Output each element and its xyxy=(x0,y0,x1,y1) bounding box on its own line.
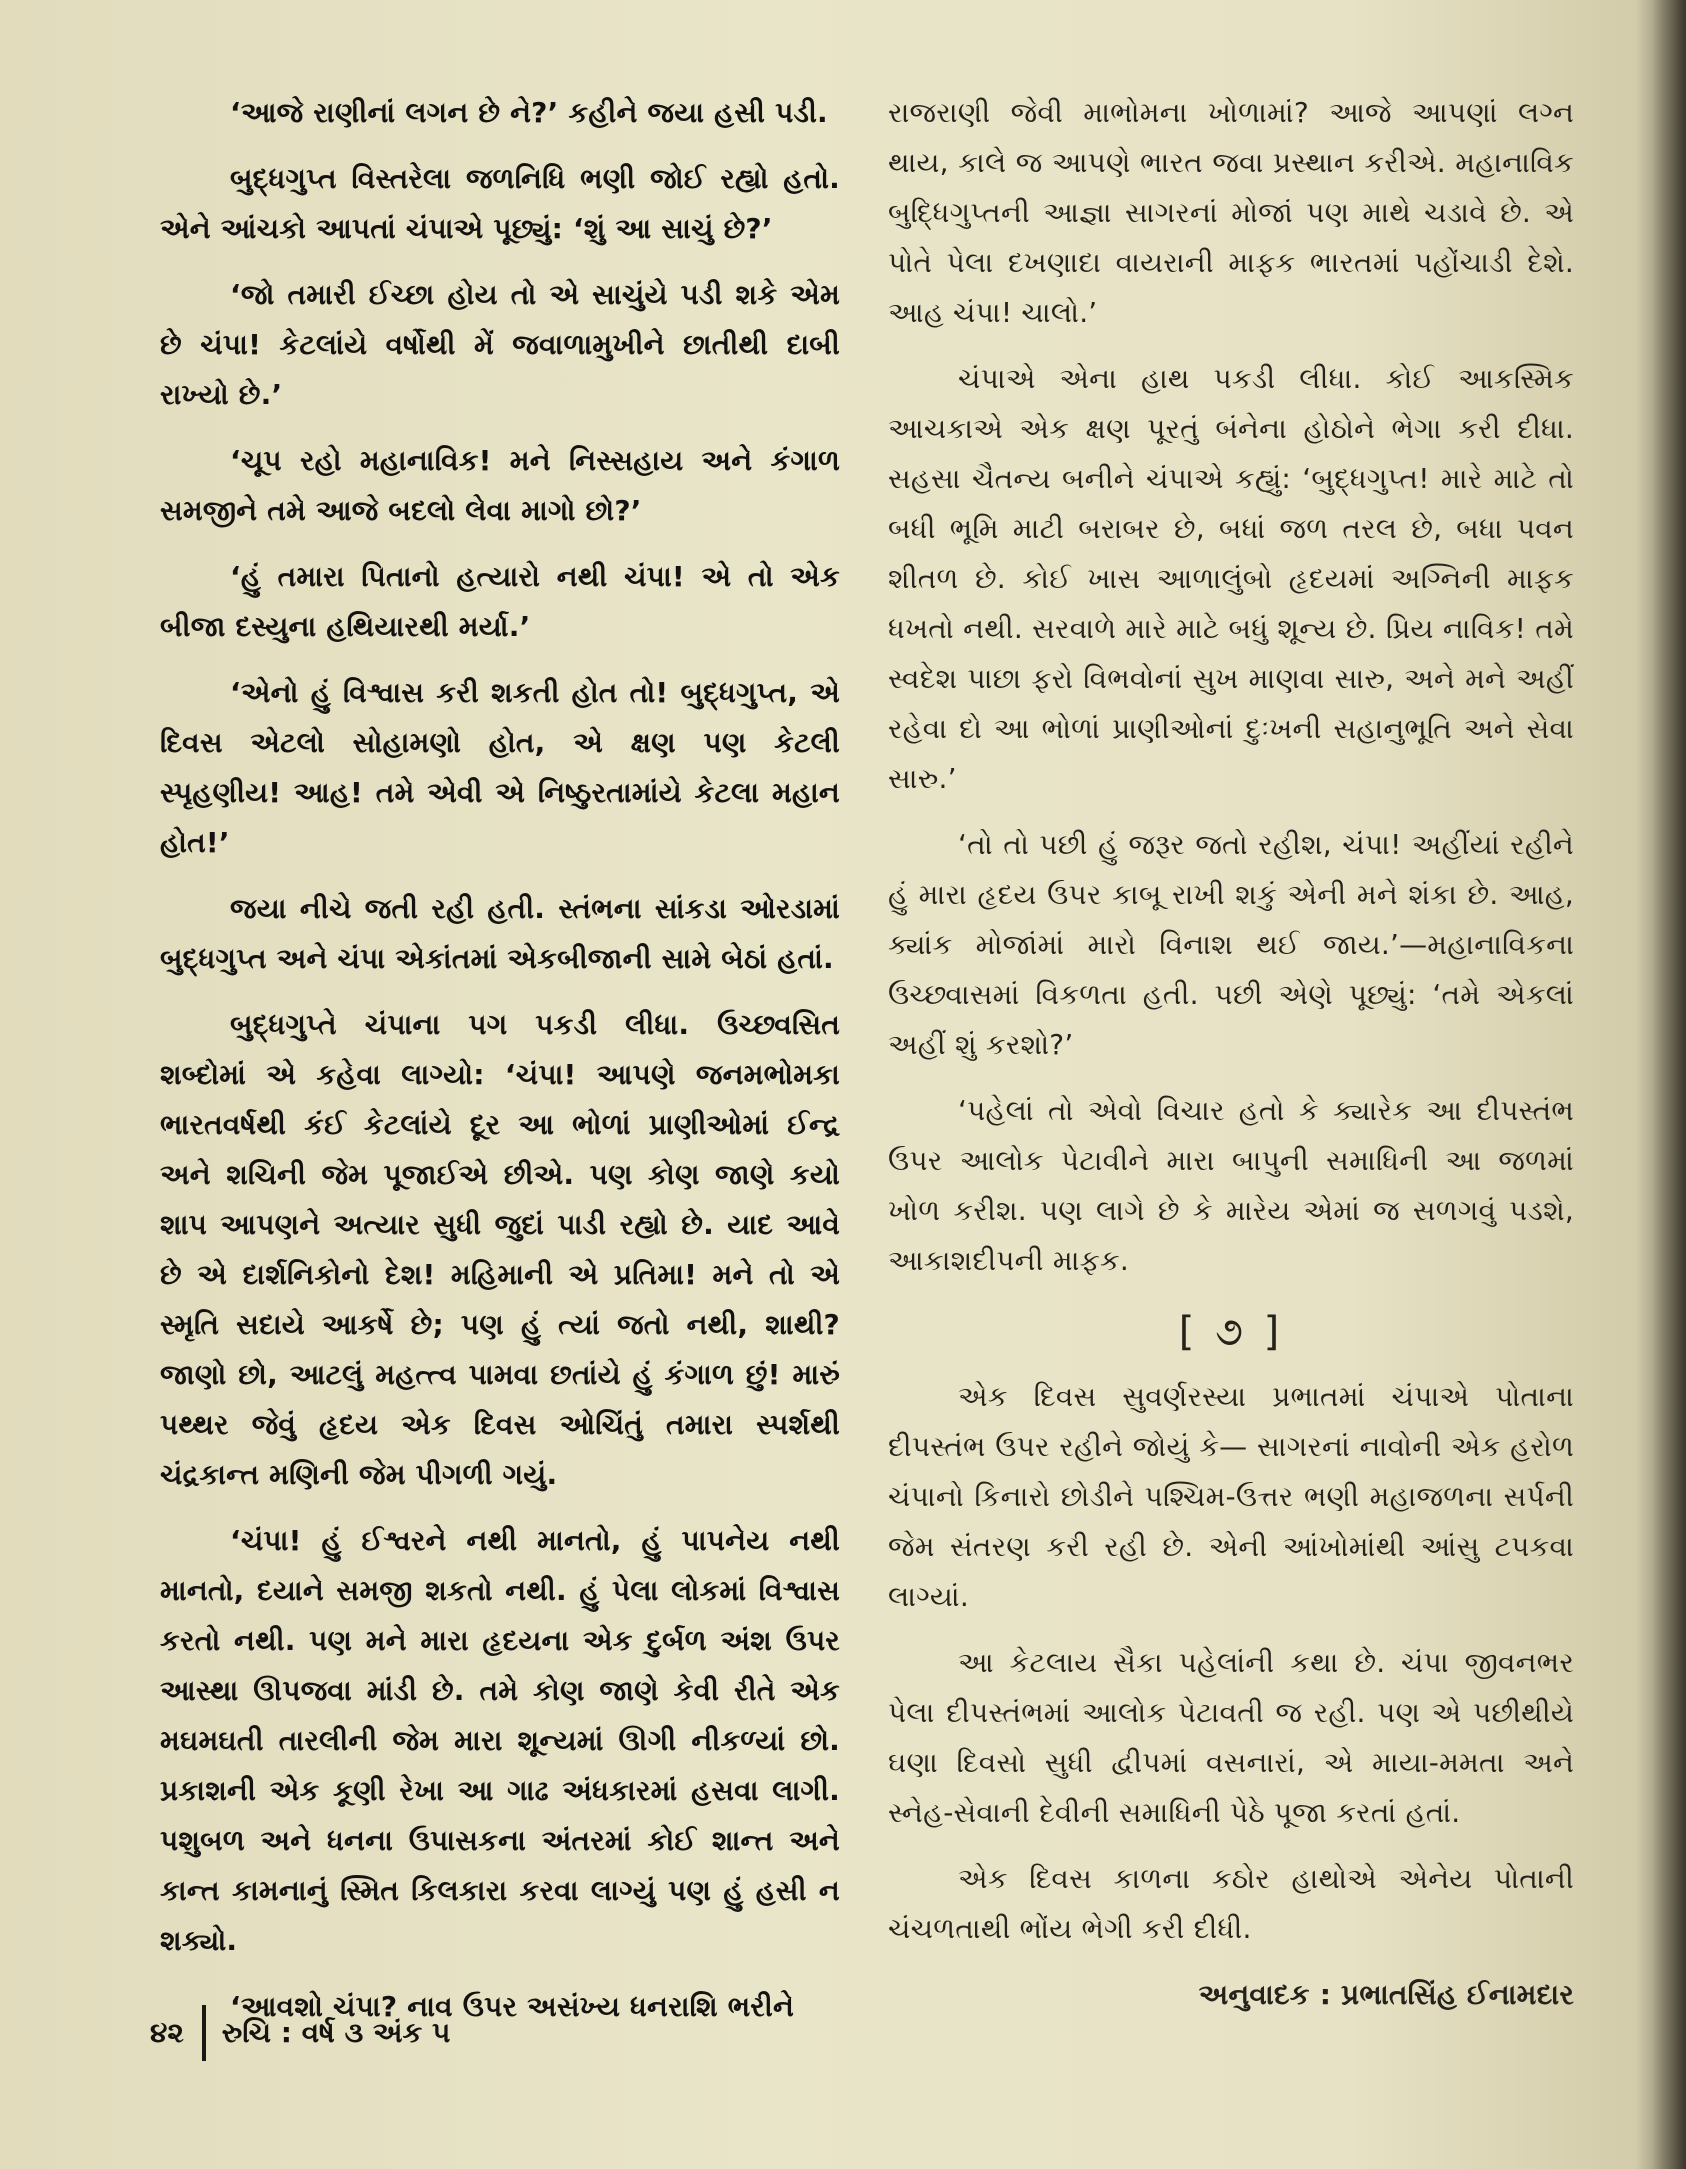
paragraph: ‘જો તમારી ઈચ્છા હોય તો એ સાચુંયે પડી શકે એમ છે ચંપા! કેટલાંયે વર્ષોથી મેં જવાળામુખીને છાતીથી દાબી રાખ્યો છે.’ xyxy=(160,278,840,411)
paragraph: ‘એનો હું વિશ્વાસ કરી શકતી હોત તો! બુદ્ધગુપ્ત, એ દિવસ એટલો સોહામણો હોત, એ ક્ષણ પણ કેટલી સ્પૃહણીય! આહ! તમે એવી એ નિષ્ઠુરતામાંયે કેટલા મહાન હોત!’ xyxy=(160,676,840,859)
paragraph: ચંપાએ એના હાથ પકડી લીધા. કોઈ આકસ્મિક આચકાએ એક ક્ષણ પૂરતું બંનેના હોઠોને ભેગા કરી દીધા. સહસા ચૈતન્ય બનીને ચંપાએ કહ્યું: ‘બુદ્ધગુપ્ત! મારે માટે તો બધી ભૂમિ માટી બરાબર છે, બધાં જળ તરલ છે, બધા પવન શીતળ છે. કોઈ ખાસ આળાલુંબો હૃદયમાં અગ્નિની માફક ધખતો નથી. સરવાળે મારે માટે બધું શૂન્ય છે. પ્રિય નાવિક! તમે સ્વદેશ પાછા ફરો વિભવોનાં સુખ માણવા સારુ, અને મને અહીં રહેવા દો આ ભોળાં પ્રાણીઓનાં દુઃખની સહાનુભૂતિ અને સેવા સારુ.’ xyxy=(888,362,1574,795)
section-number: [ ૭ ] xyxy=(1178,1309,1284,1355)
footer-divider xyxy=(202,2005,206,2061)
left-text-column xyxy=(160,88,840,2048)
paragraph: ‘ચૂપ રહો મહાનાવિક! મને નિસ્સહાય અને કંગાળ સમજીને તમે આજે બદલો લેવા માગો છો?’ xyxy=(160,444,840,527)
paragraph: રાજરાણી જેવી માભોમના ખોળામાં? આજે આપણાં લગ્ન થાય, કાલે જ આપણે ભારત જવા પ્રસ્થાન કરીએ. મહાનાવિક બુદ્ધિગુપ્તની આજ્ઞા સાગરનાં મોજાં પણ માથે ચડાવે છે. એ પોતે પેલા દખણાદા વાયરાની માફક ભારતમાં પહોંચાડી દેશે. આહ ચંપા! ચાલો.’ xyxy=(888,96,1574,329)
page-edge-shadow xyxy=(1652,0,1686,2169)
paragraph: બુદ્ધગુપ્ત વિસ્તરેલા જળનિધિ ભણી જોઈ રહ્યો હતો. એને આંચકો આપતાં ચંપાએ પૂછ્યું: ‘શું આ સાચું છે?’ xyxy=(160,162,840,245)
page-footer xyxy=(150,2005,450,2061)
paragraph: ‘આવશો ચંપા? નાવ ઉપર અસંખ્ય ધનરાશિ ભરીને xyxy=(230,1990,795,2023)
paragraph: ‘આજે રાણીનાં લગન છે ને?’ કહીને જયા હસી પડી. xyxy=(230,96,828,129)
paragraph: ‘ચંપા! હું ઈશ્વરને નથી માનતો, હું પાપનેય નથી માનતો, દયાને સમજી શકતો નથી. હું પેલા લોકમાં વિશ્વાસ કરતો નથી. પણ મને મારા હૃદયના એક દુર્બળ અંશ ઉપર આસ્થા ઊપજવા માંડી છે. તમે કોણ જાણે કેવી રીતે એક મઘમઘતી તારલીની જેમ મારા શૂન્યમાં ઊગી નીકળ્યાં છો. પ્રકાશની એક કૂણી રેખા આ ગાઢ અંધકારમાં હસવા લાગી. પશુબળ અને ધનના ઉપાસકના અંતરમાં કોઈ શાન્ત અને કાન્ત કામનાનું સ્મિત કિલકારા કરવા લાગ્યું પણ હું હસી ન શક્યો. xyxy=(160,1524,840,1957)
paragraph: બુદ્ધગુપ્તે ચંપાના પગ પકડી લીધા. ઉચ્છ્વસિત શબ્દોમાં એ કહેવા લાગ્યો: ‘ચંપા! આપણે જનમભોમકા ભારતવર્ષથી કંઈ કેટલાંયે દૂર આ ભોળાં પ્રાણીઓમાં ઈન્દ્ર અને શચિની જેમ પૂજાઈએ છીએ. પણ કોણ જાણે કયો શાપ આપણને અત્યાર સુધી જુદાં પાડી રહ્યો છે. યાદ આવે છે એ દાર્શનિકોનો દેશ! મહિમાની એ પ્રતિમા! મને તો એ સ્મૃતિ સદાયે આકર્ષે છે; પણ હું ત્યાં જતો નથી, શાથી? જાણો છો, આટલું મહત્ત્વ પામવા છતાંયે હું કંગાળ છું! મારું પથ્થર જેવું હૃદય એક દિવસ ઓચિંતું તમારા સ્પર્શથી ચંદ્રકાન્ત મણિની જેમ પીગળી ગયું. xyxy=(160,1008,840,1491)
translator-credit: અનુવાદક : પ્રભાતસિંહ ઈનામદાર xyxy=(1198,1978,1574,2011)
magazine-issue: રુચિ : વર્ષ ૩ અંક ૫ xyxy=(221,2016,451,2049)
paragraph: ‘હું તમારા પિતાનો હત્યારો નથી ચંપા! એ તો એક બીજા દસ્યુના હથિયારથી મર્યા.’ xyxy=(160,560,840,643)
paragraph: એક દિવસ સુવર્ણરસ્યા પ્રભાતમાં ચંપાએ પોતાના દીપસ્તંભ ઉપર રહીને જોયું કે— સાગરનાં નાવોની એક હરોળ ચંપાનો કિનારો છોડીને પશ્ચિમ-ઉત્તર ભણી મહાજળના સર્પની જેમ સંતરણ કરી રહી છે. એની આંખોમાંથી આંસુ ટપકવા લાગ્યાં. xyxy=(888,1380,1574,1613)
page-number: ૪૨ xyxy=(150,2016,184,2049)
paragraph: આ કેટલાય સૈકા પહેલાંની કથા છે. ચંપા જીવનભર પેલા દીપસ્તંભમાં આલોક પેટાવતી જ રહી. પણ એ પછીથીયે ઘણા દિવસો સુધી દ્વીપમાં વસનારાં, એ માયા-મમતા અને સ્નેહ-સેવાની દેવીની સમાધિની પેઠે પૂજા કરતાં હતાં. xyxy=(888,1646,1574,1829)
paragraph: જયા નીચે જતી રહી હતી. સ્તંભના સાંકડા ઓરડામાં બુદ્ધગુપ્ત અને ચંપા એકાંતમાં એકબીજાની સામે બેઠાં હતાં. xyxy=(160,892,840,975)
right-text-column xyxy=(888,88,1574,2020)
paragraph: ‘તો તો પછી હું જરૂર જતો રહીશ, ચંપા! અહીંયાં રહીને હું મારા હૃદય ઉપર કાબૂ રાખી શકું એની મને શંકા છે. આહ, ક્યાંક મોજાંમાં મારો વિનાશ થઈ જાય.’—મહાનાવિકના ઉચ્છ્વાસમાં વિકળતા હતી. પછી એણે પૂછ્યું: ‘તમે એકલાં અહીં શું કરશો?’ xyxy=(888,828,1574,1061)
paragraph: ‘પહેલાં તો એવો વિચાર હતો કે ક્યારેક આ દીપસ્તંભ ઉપર આલોક પેટાવીને મારા બાપુની સમાધિની આ જળમાં ખોળ કરીશ. પણ લાગે છે કે મારેય એમાં જ સળગવું પડશે, આકાશદીપની માફક. xyxy=(888,1094,1574,1277)
paragraph: એક દિવસ કાળના કઠોર હાથોએ એનેય પોતાની ચંચળતાથી ભોંય ભેગી કરી દીધી. xyxy=(888,1862,1574,1945)
